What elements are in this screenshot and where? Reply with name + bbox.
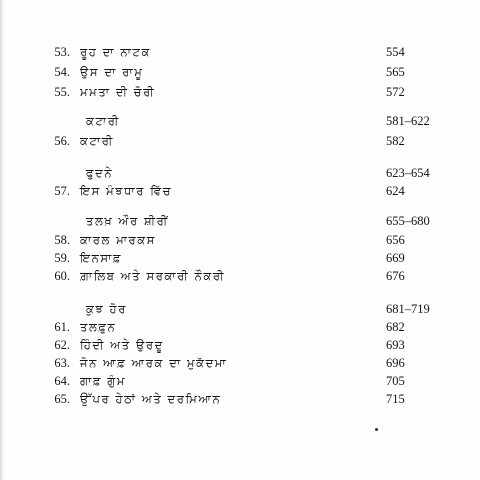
toc-entry — [0, 354, 480, 372]
toc-entry — [0, 318, 480, 336]
entry-number: 58. — [54, 233, 70, 247]
entry-page: 696 — [386, 356, 405, 370]
entry-title: ਇਸ ਮੰਝਧਾਰ ਵਿੱਚ — [80, 184, 173, 198]
toc-entry — [0, 63, 480, 81]
entry-number: 63. — [54, 356, 70, 370]
section-title: ਕੁਝ ਹੋਰ — [86, 302, 127, 316]
entry-number: 56. — [54, 134, 70, 148]
section-title: ਤਲਖ਼ ਔਰ ਸ਼ੀਰੀਂ — [86, 214, 169, 228]
toc-entry — [0, 267, 480, 285]
entry-page: 624 — [386, 184, 405, 198]
entry-page: 669 — [386, 251, 405, 265]
toc-entry — [0, 372, 480, 390]
entry-title: ਰੂਹ ਦਾ ਨਾਟਕ — [80, 45, 151, 59]
entry-page: 572 — [386, 85, 405, 99]
toc-entry — [0, 231, 480, 249]
toc-section — [0, 212, 480, 230]
section-page-range: 581–622 — [386, 114, 430, 128]
section-page-range: 655–680 — [386, 214, 430, 228]
section-title: ਫੁਦਨੇ — [86, 166, 114, 180]
entry-title: ਗਾਫ਼ ਗੁੰਮ — [80, 374, 127, 388]
toc-entry — [0, 83, 480, 101]
toc-section — [0, 112, 480, 130]
toc-section — [0, 164, 480, 182]
entry-number: 64. — [54, 374, 70, 388]
toc-entry — [0, 336, 480, 354]
entry-number: 65. — [54, 392, 70, 406]
entry-number: 60. — [54, 269, 70, 283]
entry-number: 61. — [54, 320, 70, 334]
toc-entry — [0, 43, 480, 61]
entry-number: 53. — [54, 45, 70, 59]
entry-title: ਤਲਫ਼ੁਨ — [80, 320, 117, 334]
entry-page: 682 — [386, 320, 405, 334]
toc-entry — [0, 390, 480, 408]
entry-page: 565 — [386, 65, 405, 79]
entry-number: 54. — [54, 65, 70, 79]
entry-page: 554 — [386, 45, 405, 59]
section-page-range: 681–719 — [386, 302, 430, 316]
entry-title: ਉੱਪਰ ਹੇਠਾਂ ਅਤੇ ਦਰਮਿਆਨ — [80, 392, 222, 406]
entry-title: ਹਿੰਦੀ ਅਤੇ ਉਰਦੂ — [80, 338, 164, 352]
entry-title: ਇਨਸਾਫ਼ — [80, 251, 123, 265]
entry-page: 693 — [386, 338, 405, 352]
entry-number: 62. — [54, 338, 70, 352]
entry-title: ਉਸ ਦਾ ਰਾਮੂ — [80, 65, 144, 79]
ink-speck — [375, 428, 378, 431]
section-page-range: 623–654 — [386, 166, 430, 180]
toc-entry — [0, 249, 480, 267]
entry-page: 676 — [386, 269, 405, 283]
entry-title: ਮਮਤਾ ਦੀ ਚੋਰੀ — [80, 85, 156, 99]
toc-entry — [0, 182, 480, 200]
entry-number: 57. — [54, 184, 70, 198]
entry-page: 656 — [386, 233, 405, 247]
entry-number: 55. — [54, 85, 70, 99]
toc-section — [0, 300, 480, 318]
entry-title: ਕਾਰਲ ਮਾਰਕਸ — [80, 233, 156, 247]
section-title: ਕਟਾਰੀ — [86, 114, 120, 128]
entry-page: 715 — [386, 392, 405, 406]
entry-title: ਕਟਾਰੀ — [80, 134, 114, 148]
entry-number: 59. — [54, 251, 70, 265]
toc-entry — [0, 132, 480, 150]
entry-page: 705 — [386, 374, 405, 388]
entry-title: ਜੋਨ ਆਫ਼ ਆਰਕ ਦਾ ਮੁਕੱਦਮਾ — [80, 356, 228, 370]
entry-title: ਗ਼ਾਲਿਬ ਅਤੇ ਸਰਕਾਰੀ ਨੌਕਰੀ — [80, 269, 226, 283]
entry-page: 582 — [386, 134, 405, 148]
